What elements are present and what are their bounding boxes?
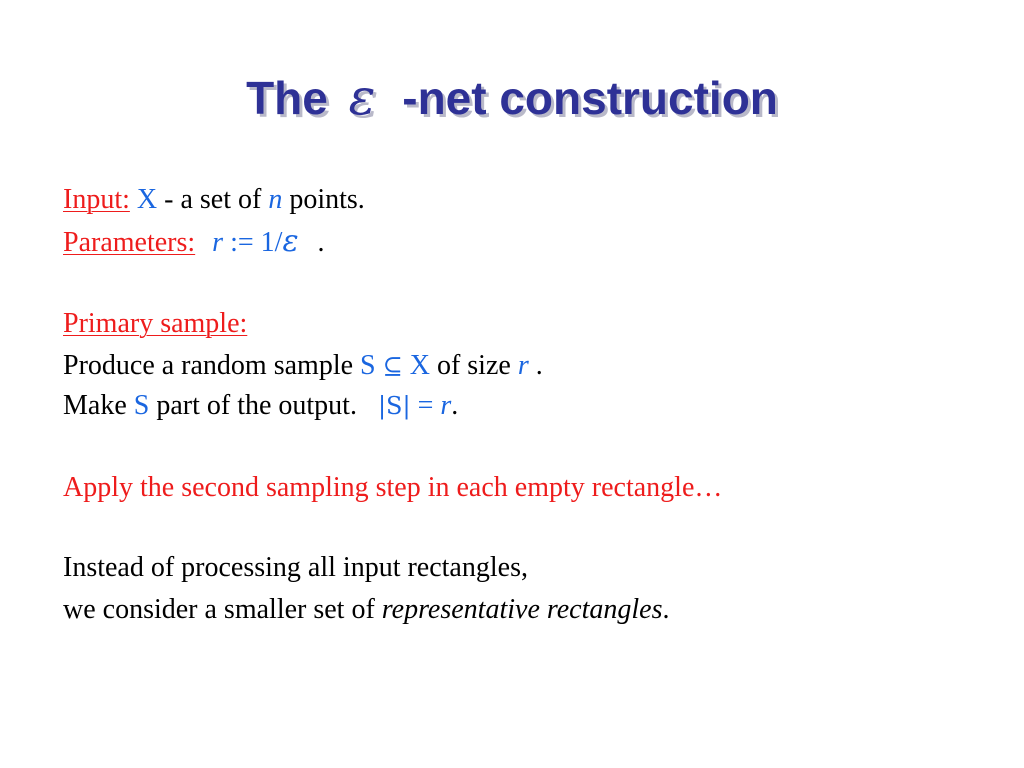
- produce-var-x: X: [409, 350, 430, 381]
- param-var-r: r: [212, 227, 224, 258]
- primary-sample-heading: Primary sample:: [63, 308, 248, 339]
- input-line: [63, 184, 365, 216]
- produce-text: Produce a random sample: [63, 350, 361, 381]
- parameters-label: Parameters:: [63, 227, 196, 258]
- slide-title: [0, 68, 1024, 126]
- produce-var-s: S: [360, 350, 376, 381]
- representative-rectangles: representative rectangles: [381, 594, 663, 625]
- apply-second-sampling-line: Apply the second sampling step in each empty rectangle…: [63, 472, 723, 503]
- input-text-2: points.: [282, 184, 365, 215]
- subset-symbol: ⊆: [382, 352, 403, 380]
- title-epsilon-symbol: ε: [348, 68, 376, 126]
- make-s-line: [63, 390, 458, 422]
- abs-s: |S|: [377, 392, 411, 420]
- equals-sign: =: [410, 390, 441, 421]
- input-text-1: - a set of: [157, 184, 269, 215]
- make-rest-text: part of the output.: [149, 390, 357, 421]
- make-var-s: S: [133, 390, 150, 421]
- produce-sample-line: [63, 350, 543, 382]
- make-var-r: r: [440, 390, 452, 421]
- title-prefix: The: [246, 72, 328, 124]
- param-assign: := 1/: [223, 227, 283, 258]
- title-suffix: -net construction: [402, 72, 778, 124]
- param-epsilon-symbol: ε: [282, 224, 299, 259]
- instead-line-2-text: we consider a smaller set of: [63, 594, 382, 625]
- input-label: Input:: [63, 184, 130, 215]
- input-var-x: X: [136, 184, 158, 215]
- make-end: .: [451, 390, 459, 421]
- parameters-line: [63, 226, 325, 259]
- input-var-n: n: [268, 184, 283, 215]
- produce-var-r: r: [517, 350, 529, 381]
- instead-line-2: [63, 594, 669, 626]
- primary-sample-heading-line: [63, 308, 247, 340]
- of-size-text: of size: [429, 350, 518, 381]
- instead-line-2-end: .: [662, 594, 670, 625]
- produce-end: .: [528, 350, 543, 381]
- make-text: Make: [63, 390, 134, 421]
- param-period: .: [310, 227, 325, 258]
- instead-line-1: Instead of processing all input rectangles,: [63, 552, 528, 583]
